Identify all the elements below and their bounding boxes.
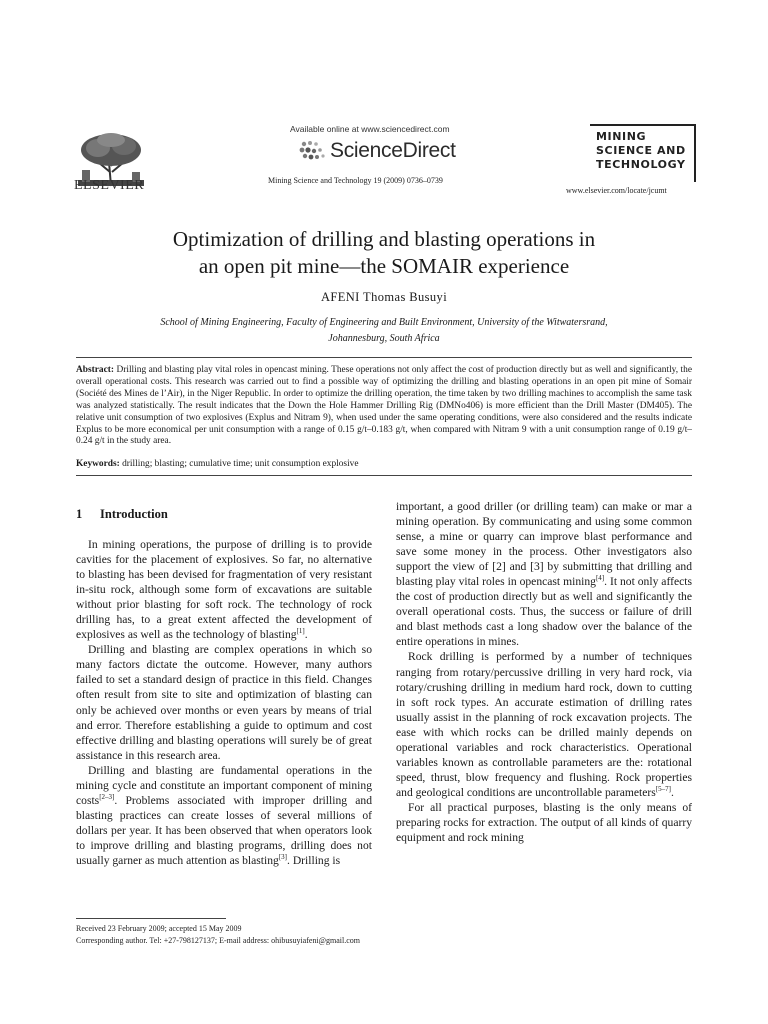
abstract-text: Drilling and blasting play vital roles in opencast mining. These operations not only affect the cost of production directly but as well and significantly, the overall operational costs. This research was carried out to find a possible way of optimizing the drilling and blasting operations in an open pit mine of Somair (Société des Mines de l’Air), in the Niger Republic. In order to optimize the drilling operation, the time taken by two drilling machines to accomplish the same task was analyzed statistically. The result indicates that the Down the Hole Hammer Drilling Rig (DMNo406) is more efficient than the Drill Master (DM405). The relative unit consumption of two explosives (Explus and Nitram 9), when used under the same operating conditions, were also considered and the results indicate Explus to be more economical per unit consumption with a range of 0.15 g/t–0.183 g/t, when compared with Nitram 9 with a unit consumption range of 0.19 g/t–0.24 g/t in the study area. [76,365,692,447]
journal-reference: Mining Science and Technology 19 (2009) 0736–0739 [268,176,443,185]
paragraph-text: Drilling and blasting are fundamental operations in the mining cycle and constitute an important component of mining costs [76,763,372,807]
available-online-text: Available online at www.sciencedirect.com [290,124,450,134]
citation[interactable]: [2–3] [99,792,115,801]
journal-name [596,130,686,172]
journal-name-line: MINING [596,130,647,143]
section-number: 1 [76,507,83,521]
abstract-label: Abstract: [76,365,115,375]
paragraph-text: . [670,785,674,799]
citation[interactable]: [3] [278,853,288,862]
paragraph-text: . Problems associated with improper drilling and blasting practices can create losses of several millions of dollars per year. It has been observed that when operators look to improve drilling and blasting programs, drilling does not usually garner as much attention as blasting [76,793,372,867]
journal-url[interactable]: www.elsevier.com/locate/jcumt [566,186,667,195]
paragraph [396,499,692,649]
sciencedirect-dots-icon [298,140,328,162]
citation[interactable]: [4] [595,574,605,583]
section-heading [76,507,168,522]
affiliation-line: Johannesburg, South Africa [328,333,440,344]
title-line: an open pit mine—the SOMAIR experience [198,254,570,278]
paper-title [0,226,768,280]
abstract [76,365,692,448]
citation[interactable]: [5–7] [655,785,671,794]
paragraph: Drilling and blasting are complex operations in which so many factors dictate the outcome. However, many authors failed to set a standard design of practice in this field. Changes often result from site to site and optimization of blasting can only be achieved over months or even years by means of trial and error. Therefore establishing a guide to optimum and cost effective drilling and blasting operations will surely be of great assistance in this research area. [76,643,372,762]
paragraph-text: important, a good driller (or drilling team) can make or mar a mining operation. By communicating and using some common sense, a mine or quarry can improve blast performance and save some money in the process. Other investigators also support the view of [2] and [3] by submitting that drilling and blasting play vital roles in opencast mining [396,500,692,589]
author-name: AFENI Thomas Busuyi [320,290,448,304]
sciencedirect-wordmark: ScienceDirect [330,139,456,162]
keywords-text: drilling; blasting; cumulative time; unit consumption explosive [119,459,359,469]
received-date: Received 23 February 2009; accepted 15 May 2009 [76,924,242,933]
citation[interactable]: [1] [296,627,305,636]
footnote-rule [76,918,226,919]
paragraph-text: . Drilling is [287,853,341,867]
paragraph-text: In mining operations, the purpose of drilling is to provide cavities for the placement of explosives. So far, no alternative to blasting has been devised for fragmentation of very resistant in-situ rock, although some form of excavations are suitable without prior blasting for soft rock. The technology of rock drilling has, to a great extent affected the development of explosives as well as the technology of blasting [76,538,372,642]
abstract-bottom-rule [76,475,692,476]
right-column [396,499,692,845]
paragraph-text: Rock drilling is performed by a number of techniques ranging from rotary/percussive drilling in very hard rock, via rotary/crushing drilling in medium hard rock, down to cutting in soft rock types. An accurate estimation of drilling rates usually assist in the planning of rock excavation projects. The ease with which rocks can be drilled mainly depends on operational variables and rock characteristics. Operational variables known as controllable parameters are the: rotational speed, thrust, blow frequency and flushing. Rock properties and geological conditions are uncontrollable parameters [396,650,692,799]
journal-name-line: TECHNOLOGY [596,158,686,171]
journal-name-line: SCIENCE AND [596,144,686,157]
title-line: Optimization of drilling and blasting operations in [172,227,596,251]
paragraph: For all practical purposes, blasting is the only means of preparing rocks for extraction. The output of all kinds of quarry equipment and rock mining [396,800,692,845]
paragraph [76,763,372,868]
paragraph [76,537,372,642]
left-column [76,537,372,868]
section-title: Introduction [100,507,168,521]
publisher-name: ELSEVIER [74,178,145,193]
paragraph [396,649,692,799]
affiliation [100,315,668,347]
affiliation-line: School of Mining Engineering, Faculty of Engineering and Built Environment, University of the Witwatersrand, [160,317,608,328]
abstract-top-rule [76,357,692,358]
keywords [76,458,692,470]
keywords-label: Keywords: [76,459,120,469]
corresponding-author: Corresponding author. Tel: +27-798127137; E-mail address: ohibusuyiafeni@gmail.com [76,936,361,945]
paragraph-text: . [304,628,308,642]
paragraph-text: . It not only affects the cost of production directly but as well and significantly the overall operational costs. Thus, the success or failure of drill and blast methods cast a long shadow over the balance of the entire operations in mines. [396,575,692,649]
